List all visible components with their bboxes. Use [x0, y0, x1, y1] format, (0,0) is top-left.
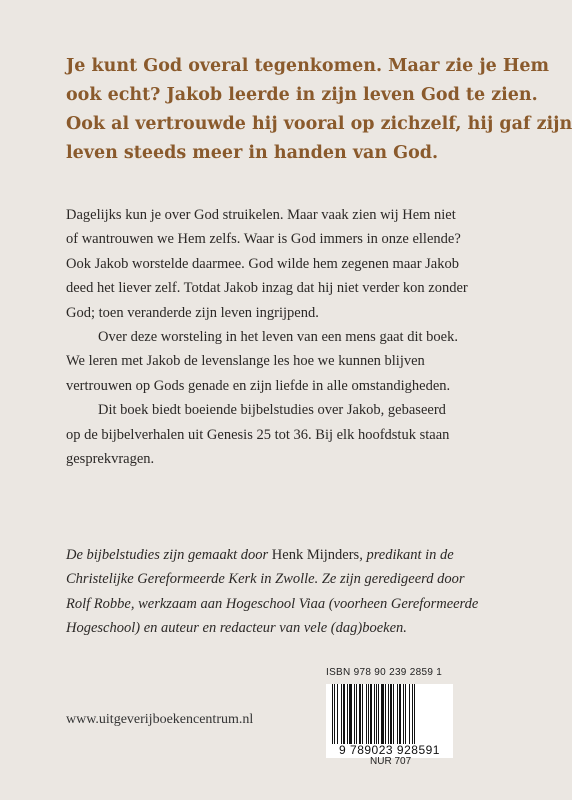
barcode-bar — [366, 684, 367, 744]
credits-line: Christelijke Gereformeerde Kerk in Zwolle. Ze zijn geredigeerd door — [66, 571, 465, 588]
barcode-bar — [343, 684, 345, 744]
author-name: Henk Mijnders — [271, 547, 360, 563]
barcode-bar — [374, 684, 375, 744]
lead-line: Je kunt God overal tegenkomen. Maar zie je Hem — [66, 56, 550, 76]
barcode-bar — [399, 684, 401, 744]
barcode-digits: 9 789023 928591 — [339, 743, 440, 757]
body-line: of wantrouwen we Hem zelfs. Waar is God immers in onze ellende? — [66, 231, 461, 248]
barcode-bar — [370, 684, 372, 744]
barcode-bar — [393, 684, 394, 744]
barcode — [326, 684, 453, 758]
body-line: Ook Jakob worstelde daarmee. God wilde hem zegenen maar Jakob — [66, 255, 459, 272]
barcode-bar — [390, 684, 392, 744]
barcode-bar — [409, 684, 410, 744]
barcode-bar — [359, 684, 361, 744]
barcode-bar — [414, 684, 415, 744]
credits-line — [66, 543, 466, 567]
lead-line: ook echt? Jakob leerde in zijn leven God te zien. — [66, 85, 538, 105]
lead-line: Ook al vertrouwde hij vooral op zichzelf, hij gaf zijn — [66, 114, 572, 134]
isbn-label: ISBN 978 90 239 2859 1 — [326, 667, 443, 678]
body-line: gesprekvragen. — [66, 451, 155, 468]
barcode-bar — [403, 684, 404, 744]
credits-line: Hogeschool) en auteur en redacteur van vele (dag)boeken. — [66, 620, 407, 637]
barcode-bar — [388, 684, 389, 744]
barcode-bar — [362, 684, 363, 744]
credits — [66, 543, 479, 641]
barcode-bar — [376, 684, 377, 744]
barcode-bar — [405, 684, 406, 744]
publisher-website: www.uitgeverijboekencentrum.nl — [66, 712, 254, 727]
body-line: God; toen veranderde zijn leven ingrijpend. — [66, 304, 319, 321]
barcode-bar — [341, 684, 342, 744]
barcode-bar — [378, 684, 379, 744]
barcode-bar — [381, 684, 384, 744]
barcode-bar — [337, 684, 338, 744]
credits-line: Rolf Robbe, werkzaam aan Hogeschool Viaa (voorheen Gereformeerde — [66, 595, 479, 612]
barcode-bar — [354, 684, 355, 744]
body-line: op de bijbelverhalen uit Genesis 25 tot 36. Bij elk hoofdstuk staan — [66, 426, 450, 443]
barcode-bar — [349, 684, 352, 744]
lead-text — [66, 52, 572, 168]
credits-suffix: , predikant in de — [359, 547, 454, 563]
body-line: vertrouwen op Gods genade en zijn liefde in alle omstandigheden. — [66, 377, 451, 394]
body-line: Over deze worsteling in het leven van een mens gaat dit boek. — [98, 329, 458, 346]
barcode-bars — [332, 684, 448, 744]
barcode-bar — [385, 684, 386, 744]
body-line: Dagelijks kun je over God struikelen. Maar vaak zien wij Hem niet — [66, 207, 456, 223]
nur-code: NUR 707 — [370, 756, 412, 767]
lead-line: leven steeds meer in handen van God. — [66, 143, 439, 163]
barcode-bar — [412, 684, 413, 744]
credits-prefix: De bijbelstudies zijn gemaakt door — [66, 547, 272, 563]
barcode-bar — [334, 684, 335, 744]
body-line: We leren met Jakob de levenslange les hoe we kunnen blijven — [66, 353, 425, 370]
barcode-bar — [368, 684, 369, 744]
barcode-bar — [397, 684, 398, 744]
body-line: deed het liever zelf. Totdat Jakob inzag dat hij niet verder kon zonder — [66, 280, 468, 297]
blurb-body — [66, 203, 466, 471]
barcode-bar — [356, 684, 357, 744]
body-line: Dit boek biedt boeiende bijbelstudies over Jakob, gebaseerd — [98, 402, 446, 419]
barcode-bar — [347, 684, 348, 744]
barcode-bar — [332, 684, 333, 744]
